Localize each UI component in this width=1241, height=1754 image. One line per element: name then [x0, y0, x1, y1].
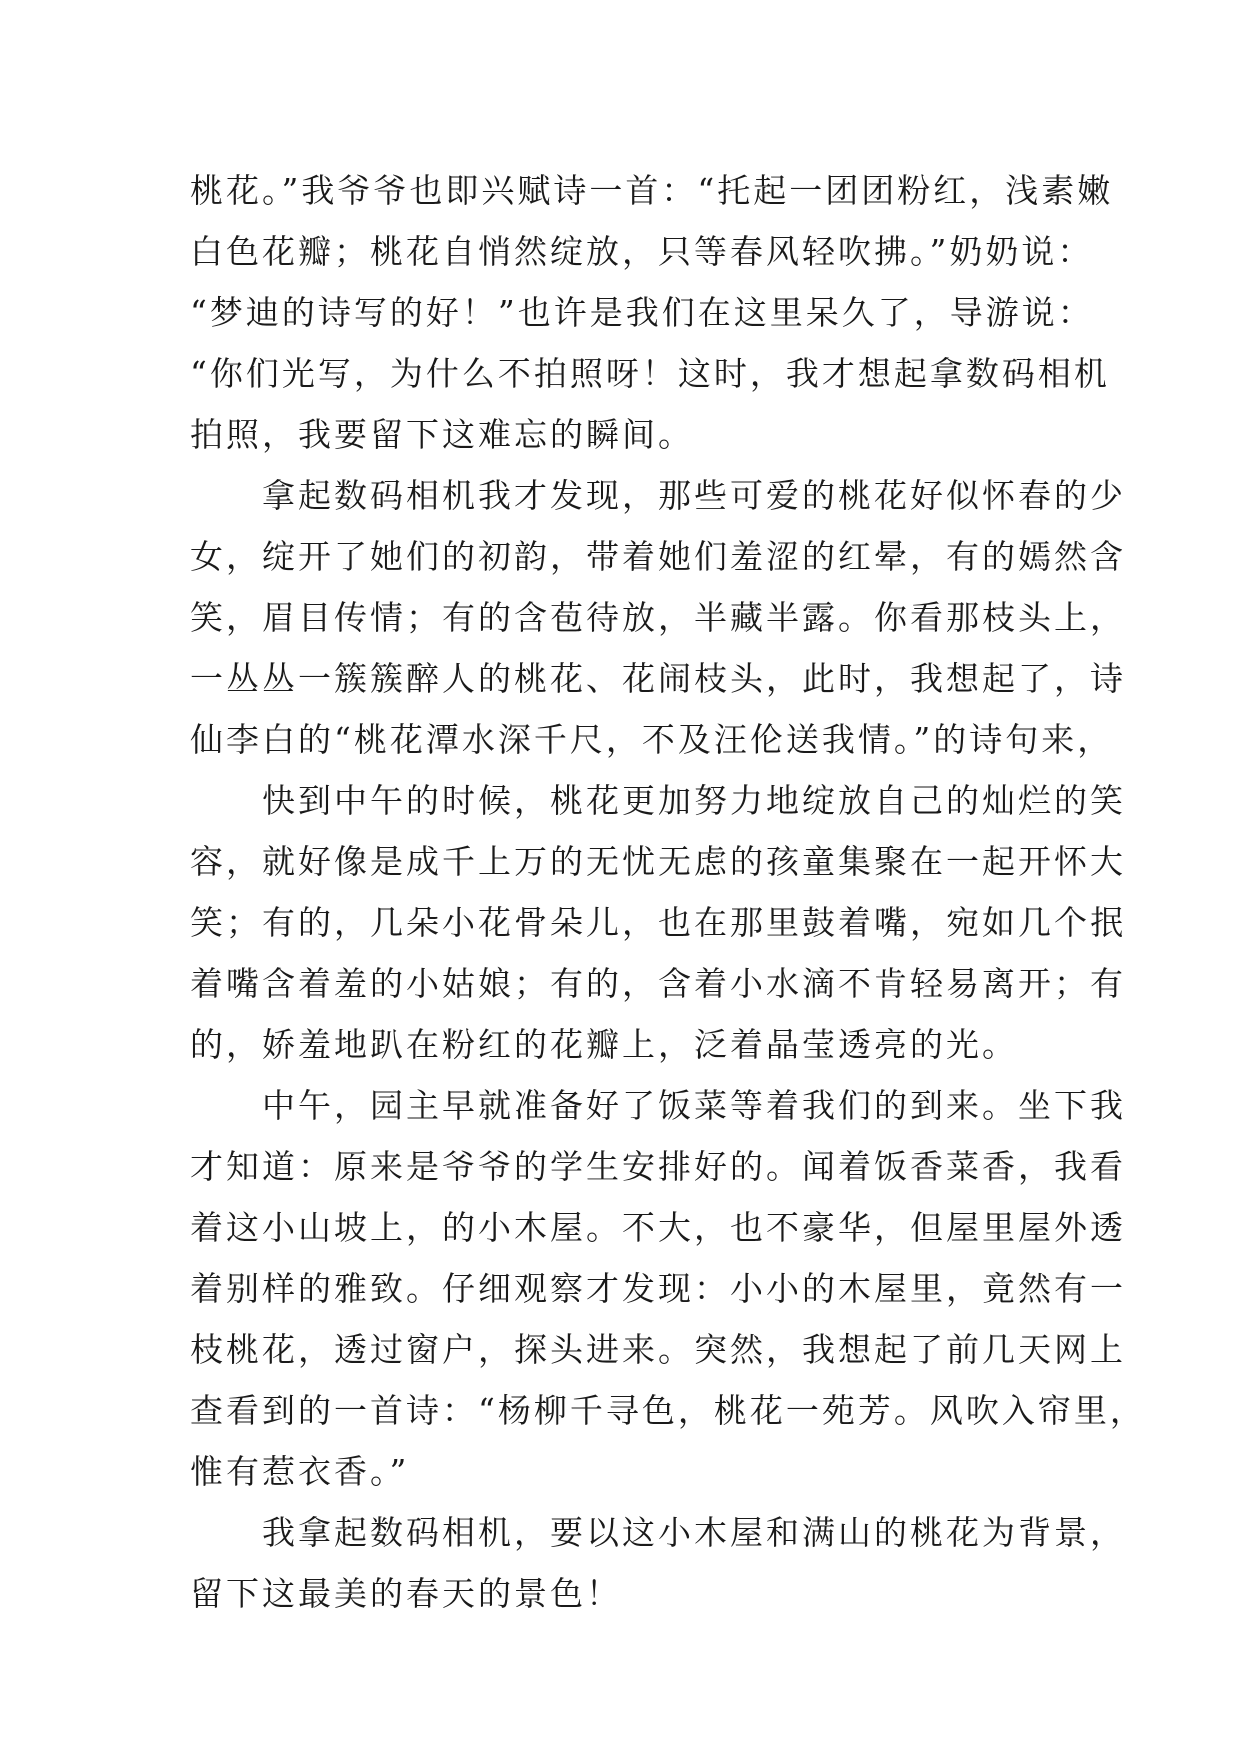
paragraph — [190, 1502, 1126, 1624]
text-line: 才知道：原来是爷爷的学生安排好的。闻着饭香菜香，我看 — [190, 1147, 1126, 1186]
text-line: 着嘴含着羞的小姑娘；有的，含着小水滴不肯轻易离开；有 — [190, 964, 1126, 1003]
text-line: 着别样的雅致。仔细观察才发现：小小的木屋里，竟然有一 — [190, 1269, 1126, 1308]
text-line: 的，娇羞地趴在粉红的花瓣上，泛着晶莹透亮的光。 — [190, 1025, 1018, 1064]
paragraph — [190, 160, 1114, 465]
text-line: 查看到的一首诗：“杨柳千寻色，桃花一苑芳。风吹入帘里， — [190, 1391, 1146, 1430]
text-line: 拿起数码相机我才发现，那些可爱的桃花好似怀春的少 — [190, 476, 1126, 515]
paragraph — [190, 1075, 1146, 1502]
text-line: 容，就好像是成千上万的无忧无虑的孩童集聚在一起开怀大 — [190, 842, 1126, 881]
text-line: 桃花。”我爷爷也即兴赋诗一首：“托起一团团粉红，浅素嫩 — [190, 171, 1114, 210]
paragraph — [190, 770, 1126, 1075]
text-line: 笑；有的，几朵小花骨朵儿，也在那里鼓着嘴，宛如几个抿 — [190, 903, 1126, 942]
text-line: 笑，眉目传情；有的含苞待放，半藏半露。你看那枝头上， — [190, 598, 1126, 637]
text-line: “你们光写，为什么不拍照呀！这时，我才想起拿数码相机 — [190, 354, 1110, 393]
text-line: “梦迪的诗写的好！”也许是我们在这里呆久了，导游说： — [190, 293, 1094, 332]
text-line: 白色花瓣；桃花自悄然绽放，只等春风轻吹拂。”奶奶说： — [190, 232, 1094, 271]
text-line: 留下这最美的春天的景色！ — [190, 1574, 622, 1613]
text-line: 女，绽开了她们的初韵，带着她们羞涩的红晕，有的嫣然含 — [190, 537, 1126, 576]
document-body — [190, 160, 1146, 1624]
text-line: 仙李白的“桃花潭水深千尺，不及汪伦送我情。”的诗句来， — [190, 720, 1114, 759]
text-line: 中午，园主早就准备好了饭菜等着我们的到来。坐下我 — [190, 1086, 1126, 1125]
text-line: 着这小山坡上，的小木屋。不大，也不豪华，但屋里屋外透 — [190, 1208, 1126, 1247]
paragraph — [190, 465, 1126, 770]
text-line: 我拿起数码相机，要以这小木屋和满山的桃花为背景， — [190, 1513, 1126, 1552]
text-line: 一丛丛一簇簇醉人的桃花、花闹枝头，此时，我想起了，诗 — [190, 659, 1126, 698]
text-line: 拍照，我要留下这难忘的瞬间。 — [190, 415, 694, 454]
text-line: 快到中午的时候，桃花更加努力地绽放自己的灿烂的笑 — [190, 781, 1126, 820]
text-line: 惟有惹衣香。” — [190, 1452, 410, 1491]
text-line: 枝桃花，透过窗户，探头进来。突然，我想起了前几天网上 — [190, 1330, 1126, 1369]
